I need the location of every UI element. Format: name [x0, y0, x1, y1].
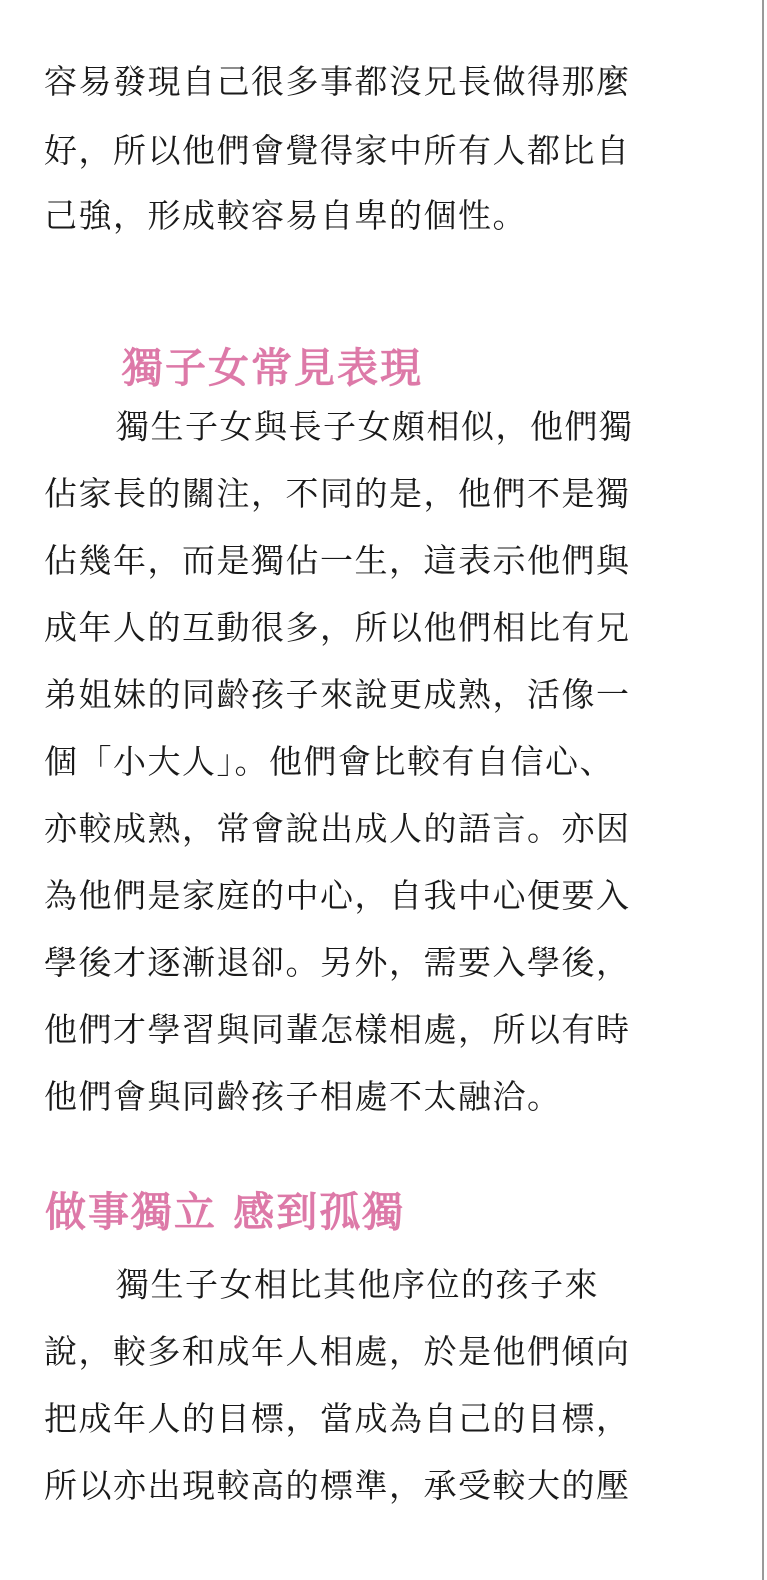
section1-line-7: 亦較成熟，常會說出成人的語言。亦因	[44, 809, 631, 848]
section1-line-10: 他們才學習與同輩怎樣相處，所以有時	[44, 1010, 631, 1049]
section1-line-2: 佔家長的關注，不同的是，他們不是獨	[44, 474, 631, 513]
section1-line-3: 佔幾年，而是獨佔一生，這表示他們與	[44, 541, 631, 580]
page-edge-line	[762, 0, 764, 1580]
section1-line-8: 為他們是家庭的中心，自我中心便要入	[44, 876, 631, 915]
section1-line-6: 個「小大人」。他們會比較有自信心、	[44, 742, 614, 781]
section2-line-1: 獨生子女相比其他序位的孩子來	[116, 1265, 599, 1304]
section1-line-5: 弟姐妹的同齡孩子來說更成熟，活像一	[44, 675, 631, 714]
section1-line-1: 獨生子女與長子女頗相似，他們獨	[116, 407, 634, 446]
intro-line-1: 容易發現自己很多事都沒兄長做得那麼	[44, 62, 631, 101]
section-heading-only-child: 獨子女常見表現	[122, 344, 423, 392]
intro-line-3: 己強，形成較容易自卑的個性。	[44, 196, 527, 235]
section2-line-2: 說，較多和成年人相處，於是他們傾向	[44, 1332, 631, 1371]
section-heading-independence: 做事獨立 感到孤獨	[45, 1188, 406, 1236]
section1-line-4: 成年人的互動很多，所以他們相比有兄	[44, 608, 631, 647]
section2-line-3: 把成年人的目標，當成為自己的目標，	[44, 1399, 631, 1438]
section1-line-11: 他們會與同齡孩子相處不太融洽。	[44, 1077, 562, 1116]
section1-line-9: 學後才逐漸退卻。另外，需要入學後，	[44, 943, 631, 982]
intro-line-2: 好，所以他們會覺得家中所有人都比自	[44, 131, 631, 170]
section2-line-4: 所以亦出現較高的標準，承受較大的壓	[44, 1466, 631, 1505]
